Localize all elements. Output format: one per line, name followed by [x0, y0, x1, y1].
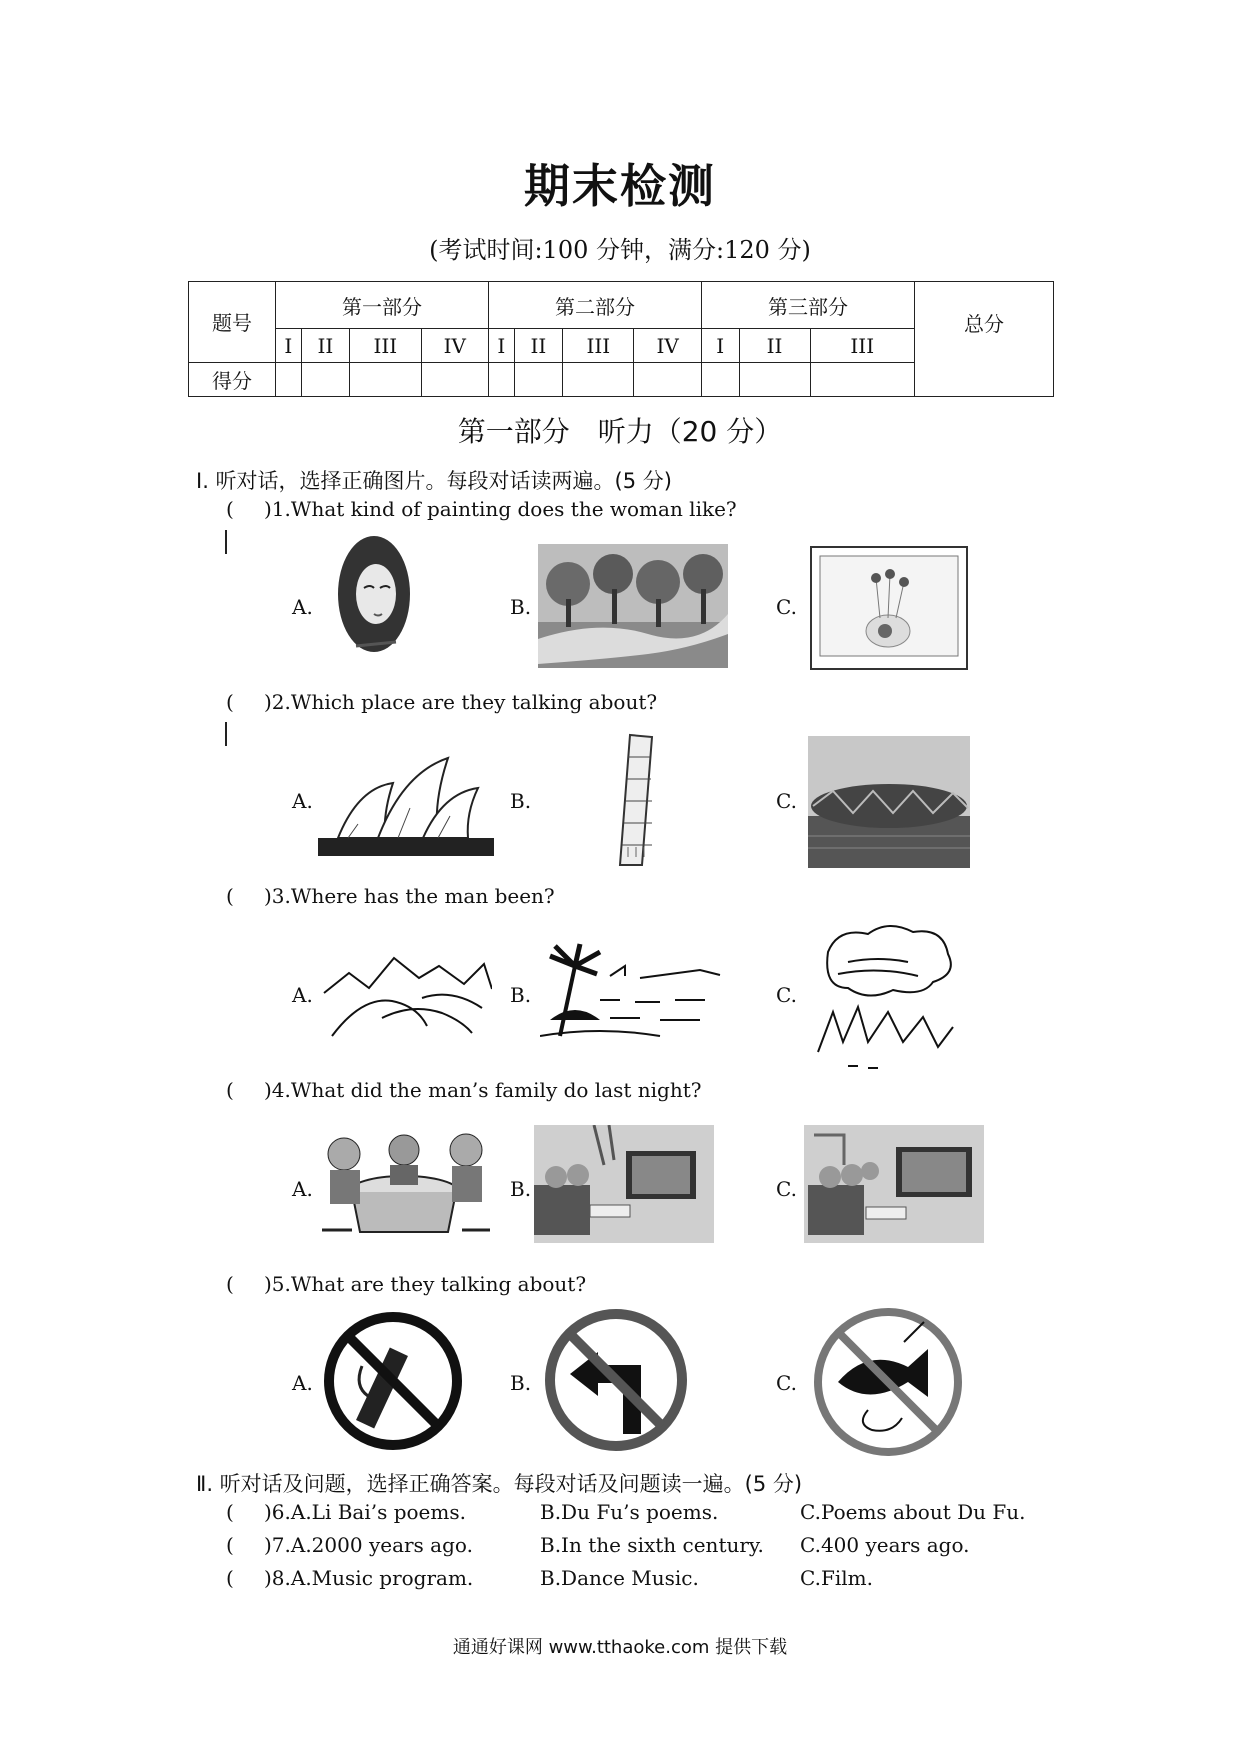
mountains-image[interactable] — [322, 948, 492, 1038]
part1-heading: Ⅰ. 听对话，选择正确图片。每段对话读两遍。(5 分) — [196, 469, 672, 493]
option-label-a: A. — [292, 789, 313, 813]
score-cell[interactable] — [514, 362, 563, 396]
col-label: III — [350, 329, 421, 362]
answer-mark — [225, 722, 227, 746]
option-label-b: B. — [510, 1371, 532, 1395]
answer-paren[interactable]: ( — [226, 1500, 234, 1524]
row-label-score: 得分 — [189, 362, 276, 396]
question-4 — [226, 1078, 702, 1102]
exam-info: (考试时间:100 分钟，满分:120 分) — [429, 236, 811, 264]
col-label: III — [563, 329, 634, 362]
row-label-question: 题号 — [189, 282, 276, 363]
col-label: I — [276, 329, 302, 362]
answer-mark — [225, 530, 227, 554]
part3-header: 第三部分 — [701, 282, 914, 329]
question-5 — [226, 1272, 586, 1296]
part2-heading: Ⅱ. 听对话及问题，选择正确答案。每段对话及问题读一遍。(5 分) — [196, 1472, 803, 1496]
answer-paren[interactable]: ( — [226, 497, 234, 521]
family-watching-tv-image[interactable] — [534, 1125, 714, 1243]
question-text: )1.What kind of painting does the woman like? — [264, 497, 737, 521]
beach-image[interactable] — [540, 940, 724, 1044]
col-label: I — [488, 329, 514, 362]
col-label: IV — [421, 329, 488, 362]
option-a: )6.A.Li Bai’s poems. — [264, 1500, 466, 1524]
question-1 — [226, 497, 737, 521]
question-2 — [226, 690, 657, 714]
landscape-painting-image[interactable] — [538, 544, 728, 668]
option-label-c: C. — [776, 595, 797, 619]
no-left-turn-sign-icon[interactable] — [540, 1304, 692, 1456]
leaning-tower-image[interactable] — [608, 727, 662, 867]
answer-paren[interactable]: ( — [226, 1078, 234, 1102]
answer-paren[interactable]: ( — [226, 1533, 234, 1557]
option-label-a: A. — [292, 1371, 313, 1395]
score-cell[interactable] — [701, 362, 739, 396]
question-text: )3.Where has the man been? — [264, 884, 555, 908]
page-title: 期末检测 — [524, 159, 716, 213]
no-fishing-sign-icon[interactable] — [808, 1302, 968, 1462]
score-cell[interactable] — [421, 362, 488, 396]
option-c: C.400 years ago. — [800, 1533, 970, 1557]
col-label: II — [301, 329, 350, 362]
family-dinner-image[interactable] — [312, 1130, 492, 1236]
col-label: IV — [634, 329, 701, 362]
score-cell[interactable] — [739, 362, 810, 396]
option-label-c: C. — [776, 1371, 797, 1395]
option-label-c: C. — [776, 789, 797, 813]
option-label-a: A. — [292, 983, 313, 1007]
score-cell[interactable] — [350, 362, 421, 396]
answer-paren[interactable]: ( — [226, 1566, 234, 1590]
option-label-a: A. — [292, 595, 313, 619]
score-cell[interactable] — [810, 362, 914, 396]
score-cell[interactable] — [634, 362, 701, 396]
question-8 — [226, 1566, 473, 1590]
answer-paren[interactable]: ( — [226, 884, 234, 908]
answer-paren[interactable]: ( — [226, 1272, 234, 1296]
question-text: )4.What did the man’s family do last night? — [264, 1078, 702, 1102]
option-label-b: B. — [510, 1177, 532, 1201]
score-cell[interactable] — [276, 362, 302, 396]
option-a: )7.A.2000 years ago. — [264, 1533, 473, 1557]
option-label-c: C. — [776, 1177, 797, 1201]
question-6 — [226, 1500, 466, 1524]
flower-vase-painting-image[interactable] — [810, 546, 968, 670]
part1-header: 第一部分 — [276, 282, 489, 329]
score-cell[interactable] — [563, 362, 634, 396]
no-smoking-sign-icon[interactable] — [320, 1308, 466, 1454]
question-7 — [226, 1533, 473, 1557]
section-heading: 第一部分 听力（20 分） — [457, 415, 783, 448]
answer-paren[interactable]: ( — [226, 690, 234, 714]
option-a: )8.A.Music program. — [264, 1566, 474, 1590]
option-label-b: B. — [510, 789, 532, 813]
forest-image[interactable] — [808, 922, 960, 1072]
option-label-b: B. — [510, 983, 532, 1007]
birds-nest-stadium-image[interactable] — [808, 736, 970, 868]
col-label: II — [739, 329, 810, 362]
opera-house-image[interactable] — [318, 752, 494, 856]
score-table — [188, 281, 1054, 397]
part2-header: 第二部分 — [488, 282, 701, 329]
total-header: 总分 — [915, 282, 1054, 363]
option-c: C.Film. — [800, 1566, 873, 1590]
option-label-c: C. — [776, 983, 797, 1007]
question-text: )5.What are they talking about? — [264, 1272, 587, 1296]
col-label: II — [514, 329, 563, 362]
question-text: )2.Which place are they talking about? — [264, 690, 658, 714]
option-label-a: A. — [292, 1177, 313, 1201]
total-score-cell[interactable] — [915, 362, 1054, 396]
portrait-painting-image[interactable] — [336, 536, 412, 660]
option-b: B.Du Fu’s poems. — [540, 1500, 719, 1524]
score-cell[interactable] — [301, 362, 350, 396]
option-c: C.Poems about Du Fu. — [800, 1500, 1026, 1524]
score-cell[interactable] — [488, 362, 514, 396]
option-label-b: B. — [510, 595, 532, 619]
col-label: III — [810, 329, 914, 362]
question-3 — [226, 884, 555, 908]
option-b: B.Dance Music. — [540, 1566, 699, 1590]
family-watching-tv-image-2[interactable] — [804, 1125, 984, 1243]
col-label: I — [701, 329, 739, 362]
footer-credit: 通通好课网 www.tthaoke.com 提供下载 — [452, 1637, 788, 1658]
option-b: B.In the sixth century. — [540, 1533, 764, 1557]
